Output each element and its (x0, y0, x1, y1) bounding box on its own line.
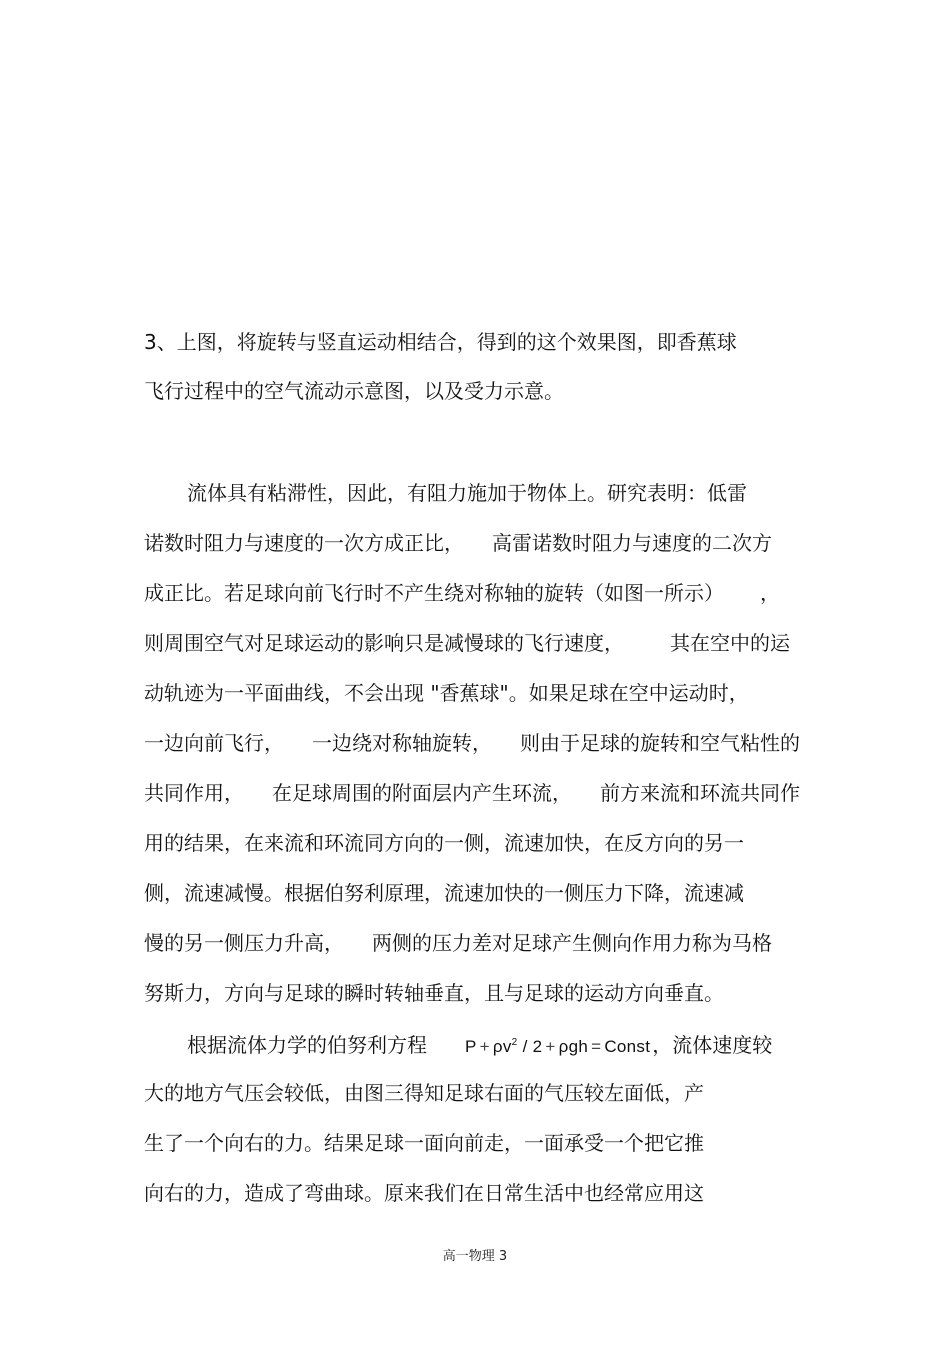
para1-line-7 (144, 779, 800, 807)
para1-line-7-part-b: 在足球周围的附面层内产生环流， (272, 781, 572, 805)
para1-line-4-part-b: 其在空中的运 (670, 631, 790, 655)
page-footer: 高一物理 3 (442, 1249, 508, 1264)
section3-line-1: 3、上图，将旋转与竖直运动相结合，得到的这个效果图，即香蕉球 (144, 330, 737, 354)
para2-line-3: 生了一个向右的力。结果足球一面向前走，一面承受一个把它推 (144, 1131, 704, 1155)
para1-line-3-part-a: 成正比。若足球向前飞行时不产生绕对称轴的旋转（如图一所示） (144, 581, 724, 605)
formula-divide: / 2 (522, 1037, 543, 1056)
para1-line-2-part-b: 高雷诺数时阻力与速度的二次方 (492, 531, 772, 555)
para1-line-10-part-b: 两侧的压力差对足球产生侧向作用力称为马格 (372, 931, 772, 955)
formula-plus-1: + (479, 1037, 490, 1056)
formula-const: Const (604, 1037, 651, 1056)
formula-p: P (465, 1037, 477, 1056)
section3-line-2: 飞行过程中的空气流动示意图，以及受力示意。 (144, 379, 564, 403)
para1-line-9: 侧，流速减慢。根据伯努利原理，流速加快的一侧压力下降，流速减 (144, 881, 744, 905)
para1-line-4-part-a: 则周围空气对足球运动的影响只是减慢球的飞行速度， (144, 631, 624, 655)
para1-line-6-part-a: 一边向前飞行， (144, 731, 284, 755)
para1-line-2-part-a: 诺数时阻力与速度的一次方成正比， (144, 531, 464, 555)
para1-line-8: 用的结果，在来流和环流同方向的一侧，流速加快，在反方向的另一 (144, 831, 744, 855)
para2-line-1-part-a: 根据流体力学的伯努利方程 (187, 1033, 427, 1057)
para1-line-11: 努斯力，方向与足球的瞬时转轴垂直，且与足球的运动方向垂直。 (144, 981, 724, 1005)
para1-line-4 (144, 629, 790, 657)
para1-line-6-part-b: 一边绕对称轴旋转， (312, 731, 492, 755)
para2-line-1-part-b: ，流体速度较 (652, 1033, 773, 1057)
formula-exponent: 2 (511, 1037, 518, 1048)
formula-equals: = (591, 1037, 602, 1056)
para1-line-2 (144, 529, 772, 557)
para1-line-3 (144, 579, 780, 607)
para1-line-3-part-b: ， (760, 581, 780, 605)
para1-line-6 (144, 729, 800, 757)
para1-line-10 (144, 929, 772, 957)
para1-line-5: 动轨迹为一平面曲线，不会出现 "香蕉球"。如果足球在空中运动时， (144, 681, 749, 705)
para2-line-1 (187, 1029, 772, 1061)
para1-line-6-part-c: 则由于足球的旋转和空气粘性的 (520, 731, 800, 755)
para2-line-2: 大的地方气压会较低，由图三得知足球右面的气压较左面低，产 (144, 1081, 704, 1105)
para1-line-7-part-a: 共同作用， (144, 781, 244, 805)
para1-line-7-part-c: 前方来流和环流共同作 (600, 781, 800, 805)
formula-rho-gh: ρgh (558, 1037, 589, 1056)
para1-line-1: 流体具有粘滞性，因此，有阻力施加于物体上。研究表明：低雷 (187, 481, 747, 505)
para1-line-10-part-a: 慢的另一侧压力升高， (144, 931, 344, 955)
bernoulli-formula (465, 1029, 650, 1061)
formula-rho-v: ρv (492, 1037, 512, 1056)
para2-line-4: 向右的力，造成了弯曲球。原来我们在日常生活中也经常应用这 (144, 1181, 704, 1205)
formula-plus-2: + (545, 1037, 556, 1056)
